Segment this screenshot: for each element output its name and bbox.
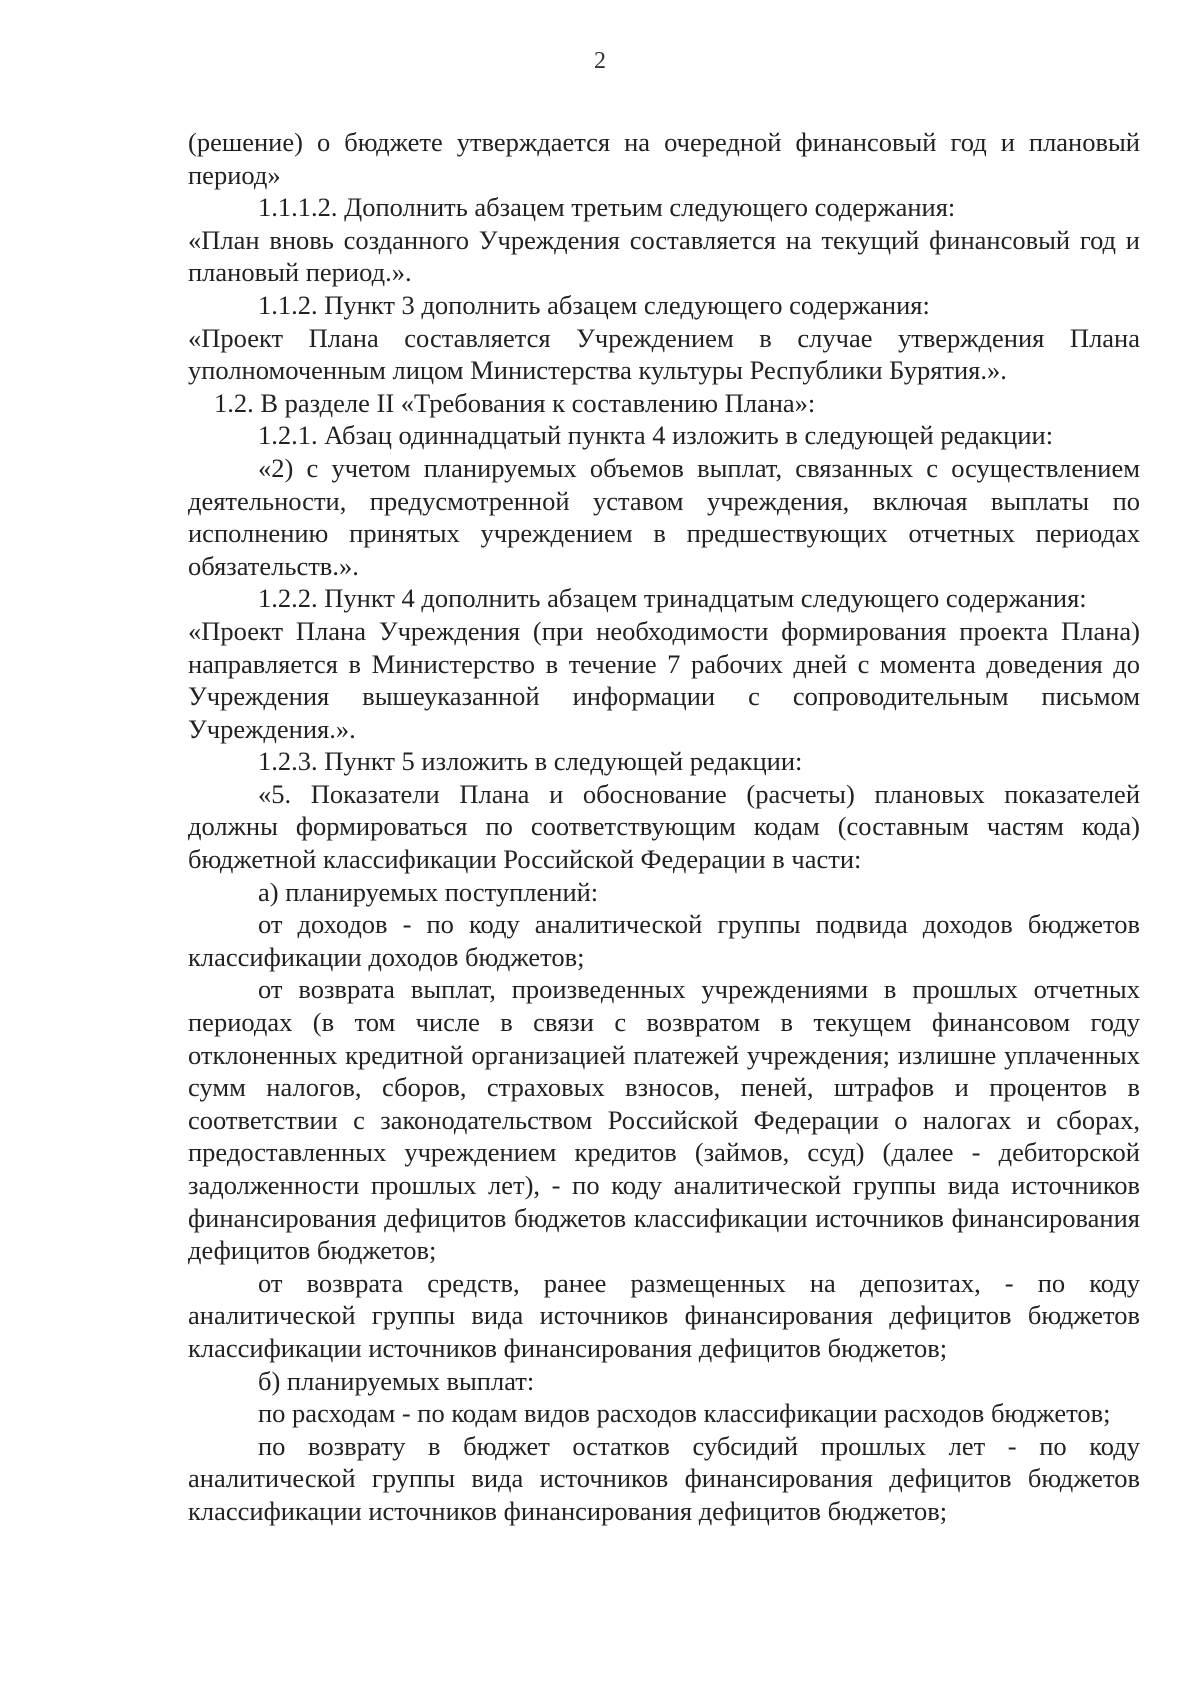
paragraph-plan-indicators: «5. Показатели Плана и обоснование (расчеты) плановых показателей должны формироваться по соответствующим кодам (составным частям кода) бюджетной классификации Российской Федерации в части: — [188, 778, 1140, 875]
paragraph-item-1-2-1: 1.2.1. Абзац одиннадцатый пункта 4 изложить в следующей редакции: — [258, 420, 1054, 451]
paragraph-item-1-1-2: 1.1.2. Пункт 3 дополнить абзацем следующего содержания: — [258, 289, 930, 320]
paragraph-item-1-2-2: 1.2.2. Пункт 4 дополнить абзацем тринадцатым следующего содержания: — [258, 583, 1087, 614]
paragraph-new-institution-plan: «План вновь созданного Учреждения составляется на текущий финансовый год и плановый период.». — [188, 224, 1140, 288]
paragraph-expenses: по расходам - по кодам видов расходов классификации расходов бюджетов; — [258, 1398, 1111, 1429]
paragraph-planned-outflows: б) планируемых выплат: — [258, 1365, 535, 1396]
paragraph-planned-payments: «2) с учетом планируемых объемов выплат, связанных с осуществлением деятельности, предусмотренной уставом учреждения, включая выплаты по исполнению принятых учреждением в предшествующих отчетных периодах обязательств.». — [188, 452, 1140, 581]
paragraph-item-1-2-3: 1.2.3. Пункт 5 изложить в следующей редакции: — [258, 746, 803, 777]
paragraph-planned-receipts: а) планируемых поступлений: — [258, 876, 599, 907]
document-body — [188, 126, 1140, 1528]
paragraph-item-1-1-1-2: 1.1.1.2. Дополнить абзацем третьим следующего содержания: — [258, 192, 956, 223]
paragraph-draft-plan-submission: «Проект Плана Учреждения (при необходимости формирования проекта Плана) направляется в Министерство в течение 7 рабочих дней с момента доведения до Учреждения вышеуказанной информации с сопроводительным письмом Учреждения.». — [188, 615, 1140, 744]
paragraph-from-deposits: от возврата средств, ранее размещенных на депозитах, - по коду аналитической группы вида источников финансирования дефицитов бюджетов классификации источников финансирования дефицитов бюджетов; — [188, 1267, 1140, 1363]
paragraph-from-refunds: от возврата выплат, произведенных учреждениями в прошлых отчетных периодах (в том числе в связи с возвратом в текущем финансовом году отклоненных кредитной организацией платежей учреждения; излишне уплаченных сумм налогов, сборов, страховых взносов, пеней, штрафов и процентов в соответствии с законодательством Российской Федерации о налогах и сборах, предоставленных учреждением кредитов (займов, ссуд) (далее - дебиторской задолженности прошлых лет), - по коду аналитической группы вида источников финансирования дефицитов бюджетов классификации источников финансирования дефицитов бюджетов; — [188, 974, 1140, 1266]
paragraph-from-income: от доходов - по коду аналитической группы подвида доходов бюджетов классификации доходов бюджетов; — [188, 909, 1140, 972]
paragraph-budget-decision: (решение) о бюджете утверждается на очередной финансовый год и плановый период» — [188, 127, 1140, 190]
page-number: 2 — [594, 48, 606, 74]
paragraph-item-1-2: 1.2. В разделе II «Требования к составлению Плана»: — [214, 387, 816, 418]
paragraph-draft-plan: «Проект Плана составляется Учреждением в случае утверждения Плана уполномоченным лицом Министерства культуры Республики Бурятия.». — [188, 322, 1140, 386]
paragraph-subsidy-return: по возврату в бюджет остатков субсидий прошлых лет - по коду аналитической группы вида источников финансирования дефицитов бюджетов классификации источников финансирования дефицитов бюджетов; — [188, 1430, 1140, 1526]
